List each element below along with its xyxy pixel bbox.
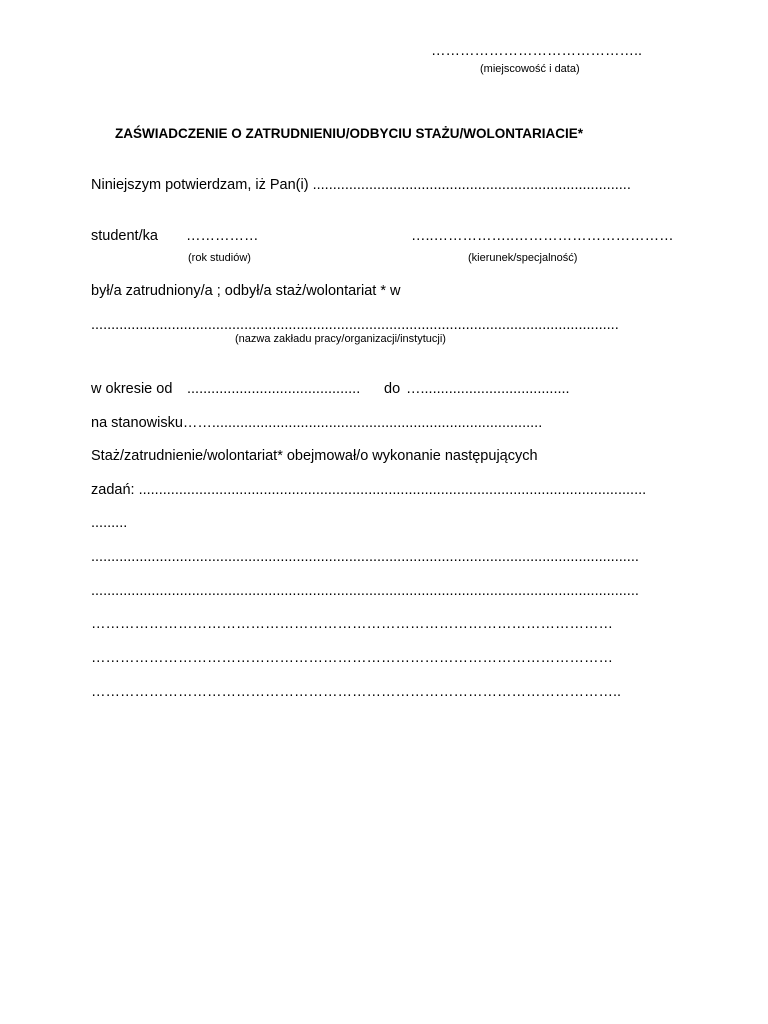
- field-caption: (kierunek/specjalność): [468, 252, 578, 264]
- tasks-continuation-line: ........................................................................................................................................: [91, 549, 639, 565]
- employed-line: był/a zatrudniony/a ; odbył/a staż/wolontariat * w: [91, 283, 401, 299]
- tasks-continuation-line: ………………………………………………………………………………………………..: [91, 684, 622, 700]
- year-dots: ……………: [186, 228, 259, 244]
- tasks-line: zadań: ..............................................................................................................................: [91, 482, 647, 498]
- field-dots: …..……………..……………………………: [411, 228, 674, 244]
- scope-line: Staż/zatrudnienie/wolontariat* obejmował/o wykonanie następujących: [91, 448, 538, 464]
- tasks-continuation-line: ………………………………………………………………………………………………: [91, 616, 613, 632]
- position-line: na stanowisku……..................................................................................: [91, 415, 543, 431]
- period-from-dots: ...........................................: [187, 381, 361, 397]
- student-label: student/ka: [91, 228, 158, 244]
- org-caption: (nazwa zakładu pracy/organizacji/instytucji): [235, 333, 446, 345]
- tasks-continuation-line: ………………………………………………………………………………………………: [91, 650, 613, 666]
- period-to-label: do: [384, 381, 401, 397]
- tasks-continuation-line: .........: [91, 515, 128, 531]
- year-caption: (rok studiów): [188, 252, 251, 264]
- period-to-dots: ….....................................: [406, 381, 570, 397]
- tasks-continuation-line: ........................................................................................................................................: [91, 583, 639, 599]
- place-date-dots: ……………………………………..: [431, 43, 643, 59]
- place-date-caption: (miejscowość i data): [480, 63, 580, 75]
- org-dots: ...................................................................................................................................: [91, 317, 619, 333]
- confirm-line: Niniejszym potwierdzam, iż Pan(i) ...............................................................................: [91, 177, 631, 193]
- document-title: ZAŚWIADCZENIE O ZATRUDNIENIU/ODBYCIU STAŻU/WOLONTARIACIE*: [115, 126, 583, 141]
- period-from-label: w okresie od: [91, 381, 173, 397]
